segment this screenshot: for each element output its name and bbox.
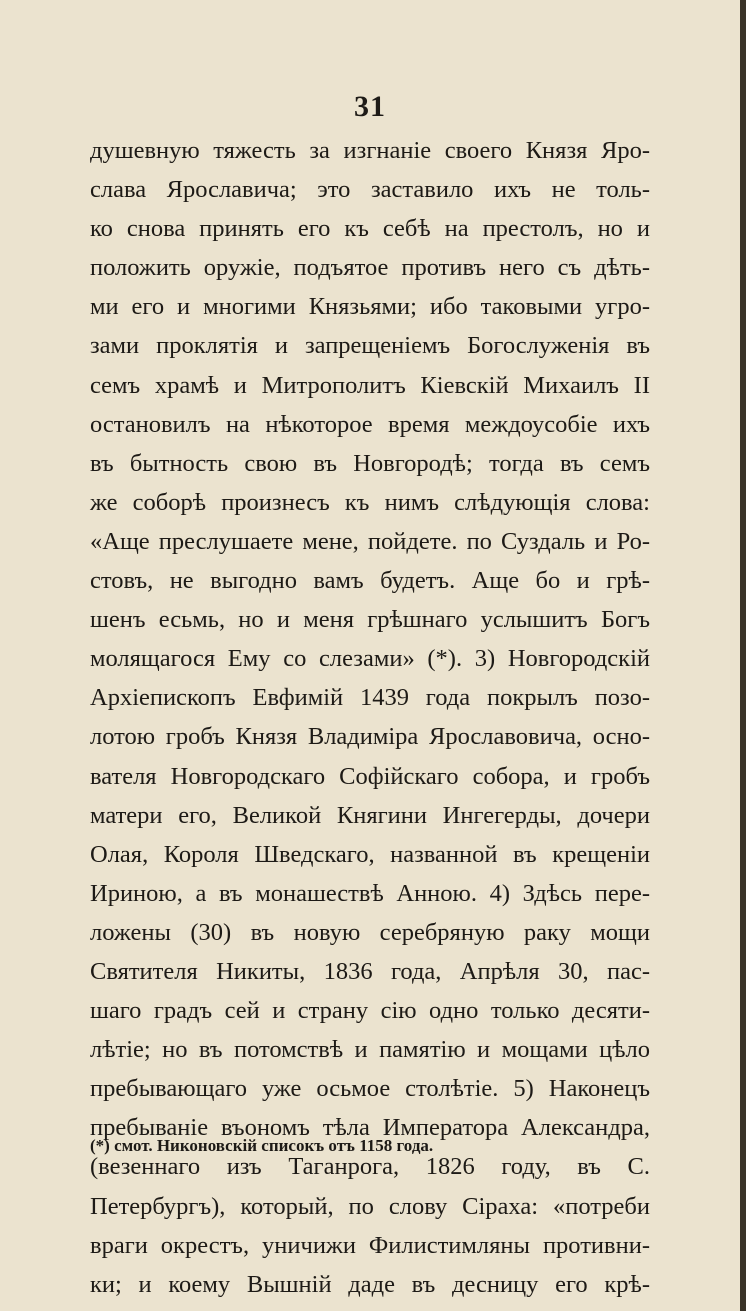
text-line: матери его, Великой Княгини Ингегерды, дочери — [90, 801, 650, 829]
text-line: ко снова принять его къ себѣ на престолъ, но и — [90, 215, 650, 243]
text-line: враги окрестъ, уничижи Филистимляны противни- — [90, 1231, 650, 1259]
text-line: молящагося Ему со слезами» (*). 3) Новгородскій — [90, 645, 650, 673]
text-line: лѣтіе; но въ потомствѣ и памятію и мощами цѣло — [90, 1036, 650, 1064]
text-line: въ бытность свою въ Новгородѣ; тогда въ семъ — [90, 449, 650, 477]
text-line: (везеннаго изъ Таганрога, 1826 году, въ С. — [90, 1153, 650, 1181]
text-line: ложены (30) въ новую серебряную раку мощи — [90, 918, 650, 946]
text-line: вателя Новгородскаго Софійскаго собора, и гробъ — [90, 762, 650, 790]
text-line: Архіепископъ Евфимій 1439 года покрылъ позо- — [90, 684, 650, 712]
text-line: зами проклятія и запрещеніемъ Богослуженія въ — [90, 332, 650, 360]
text-line: ки; и коему Вышній даде въ десницу его крѣ- — [90, 1270, 650, 1298]
text-line: пребываніе въономъ тѣла Императора Александра, — [90, 1114, 650, 1142]
footnote: (*) смот. Никоновскій списокъ отъ 1158 года. — [90, 1136, 434, 1155]
text-line: Святителя Никиты, 1836 года, Апрѣля 30, пас- — [90, 957, 650, 985]
text-line: душевную тяжесть за изгнаніе своего Князя Яро- — [90, 137, 650, 164]
text-line: Петербургъ), который, по слову Сіраха: «потреби — [90, 1192, 650, 1220]
text-line: остановилъ на нѣкоторое время междоусобіе ихъ — [90, 410, 650, 438]
text-line: Ириною, а въ монашествѣ Анною. 4) Здѣсь пере- — [90, 879, 650, 907]
body-text — [90, 131, 650, 1304]
text-line: Олая, Короля Шведскаго, названной въ крещеніи — [90, 840, 650, 868]
page-number: 31 — [354, 90, 386, 123]
text-line: положить оружіе, подъятое противъ него съ дѣть- — [90, 254, 650, 282]
text-line: пребывающаго уже осьмое столѣтіе. 5) Наконецъ — [90, 1075, 650, 1103]
text-line: слава Ярославича; это заставило ихъ не толь- — [90, 176, 650, 204]
text-line: лотою гробъ Князя Владиміра Ярославовича, осно- — [90, 723, 650, 751]
text-line: «Аще преслушаете мене, пойдете. по Суздаль и Ро- — [90, 527, 650, 555]
text-line: ми его и многими Князьями; ибо таковыми угро- — [90, 293, 650, 321]
text-line: шенъ есьмь, но и меня грѣшнаго услышитъ Богъ — [90, 606, 650, 634]
text-line: шаго градъ сей и страну сію одно только десяти- — [90, 997, 650, 1025]
text-line: семъ храмѣ и Митрополитъ Кіевскій Михаилъ II — [90, 371, 650, 399]
text-line: стовъ, не выгодно вамъ будетъ. Аще бо и грѣ- — [90, 567, 650, 595]
text-line: же соборѣ произнесъ къ нимъ слѣдующія слова: — [90, 488, 650, 516]
